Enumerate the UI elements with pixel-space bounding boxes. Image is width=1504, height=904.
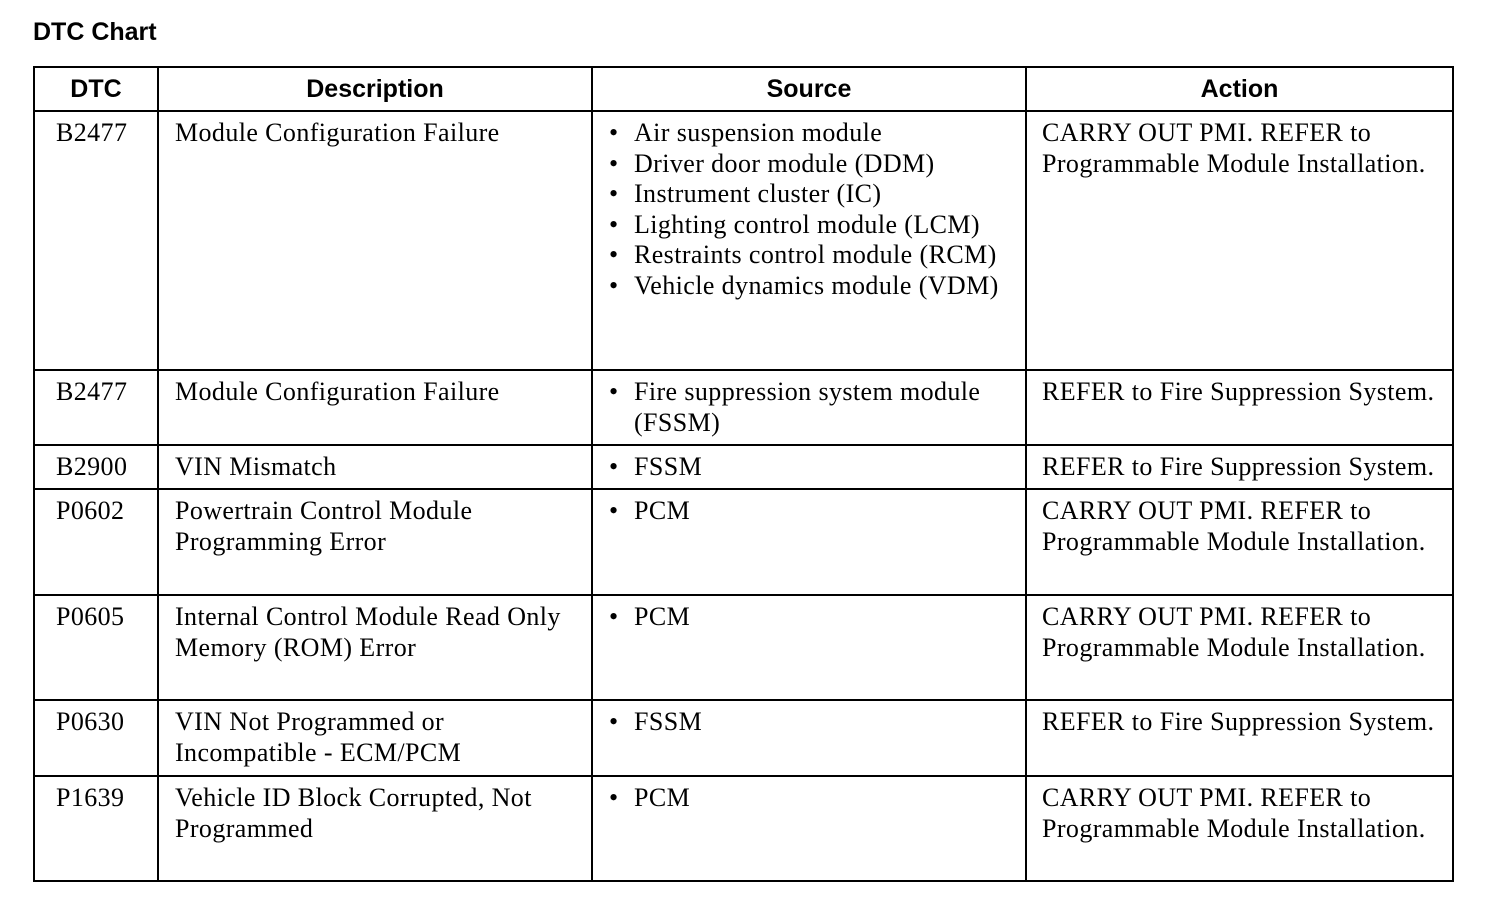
description: Module Configuration Failure: [158, 370, 592, 445]
source-item: • Lighting control module (LCM): [609, 210, 1019, 241]
action: CARRY OUT PMI. REFER to Programmable Module Installation.: [1026, 489, 1453, 595]
source-list: [592, 445, 1026, 489]
action: REFER to Fire Suppression System.: [1026, 700, 1453, 776]
source-item: • Instrument cluster (IC): [609, 179, 1019, 210]
header-action: Action: [1026, 67, 1453, 111]
description: Internal Control Module Read Only Memory (ROM) Error: [158, 595, 592, 700]
table-row: [34, 111, 1453, 370]
action: REFER to Fire Suppression System.: [1026, 370, 1453, 445]
action: CARRY OUT PMI. REFER to Programmable Module Installation.: [1026, 111, 1453, 370]
table-header-row: [34, 67, 1453, 111]
table-row: [34, 370, 1453, 445]
dtc-code: B2477: [34, 370, 158, 445]
description: Vehicle ID Block Corrupted, Not Programmed: [158, 776, 592, 881]
dtc-code: P0605: [34, 595, 158, 700]
description: Module Configuration Failure: [158, 111, 592, 370]
source-item: • Driver door module (DDM): [609, 149, 1019, 180]
source-item: • Fire suppression system module (FSSM): [609, 377, 1019, 438]
source-list: [592, 111, 1026, 370]
dtc-code: P0630: [34, 700, 158, 776]
source-item: • Air suspension module: [609, 118, 1019, 149]
description: VIN Not Programmed or Incompatible - ECM/PCM: [158, 700, 592, 776]
source-list: [592, 595, 1026, 700]
source-item: • FSSM: [609, 707, 1019, 738]
source-item: • Restraints control module (RCM): [609, 240, 1019, 271]
source-list: [592, 700, 1026, 776]
action: CARRY OUT PMI. REFER to Programmable Module Installation.: [1026, 776, 1453, 881]
description: Powertrain Control Module Programming Error: [158, 489, 592, 595]
source-item: • Vehicle dynamics module (VDM): [609, 271, 1019, 302]
dtc-code: P0602: [34, 489, 158, 595]
dtc-code: P1639: [34, 776, 158, 881]
header-source: Source: [592, 67, 1026, 111]
dtc-table: [33, 66, 1454, 882]
table-row: [34, 489, 1453, 595]
description: VIN Mismatch: [158, 445, 592, 489]
action: REFER to Fire Suppression System.: [1026, 445, 1453, 489]
source-item: • PCM: [609, 496, 1019, 527]
source-list: [592, 489, 1026, 595]
table-row: [34, 595, 1453, 700]
source-item: • PCM: [609, 783, 1019, 814]
source-item: • FSSM: [609, 452, 1019, 483]
table-row: [34, 776, 1453, 881]
source-list: [592, 370, 1026, 445]
table-row: [34, 700, 1453, 776]
header-description: Description: [158, 67, 592, 111]
header-dtc: DTC: [34, 67, 158, 111]
source-list: [592, 776, 1026, 881]
action: CARRY OUT PMI. REFER to Programmable Module Installation.: [1026, 595, 1453, 700]
dtc-code: B2477: [34, 111, 158, 370]
page-title: DTC Chart: [33, 18, 157, 46]
table-row: [34, 445, 1453, 489]
dtc-code: B2900: [34, 445, 158, 489]
source-item: • PCM: [609, 602, 1019, 633]
